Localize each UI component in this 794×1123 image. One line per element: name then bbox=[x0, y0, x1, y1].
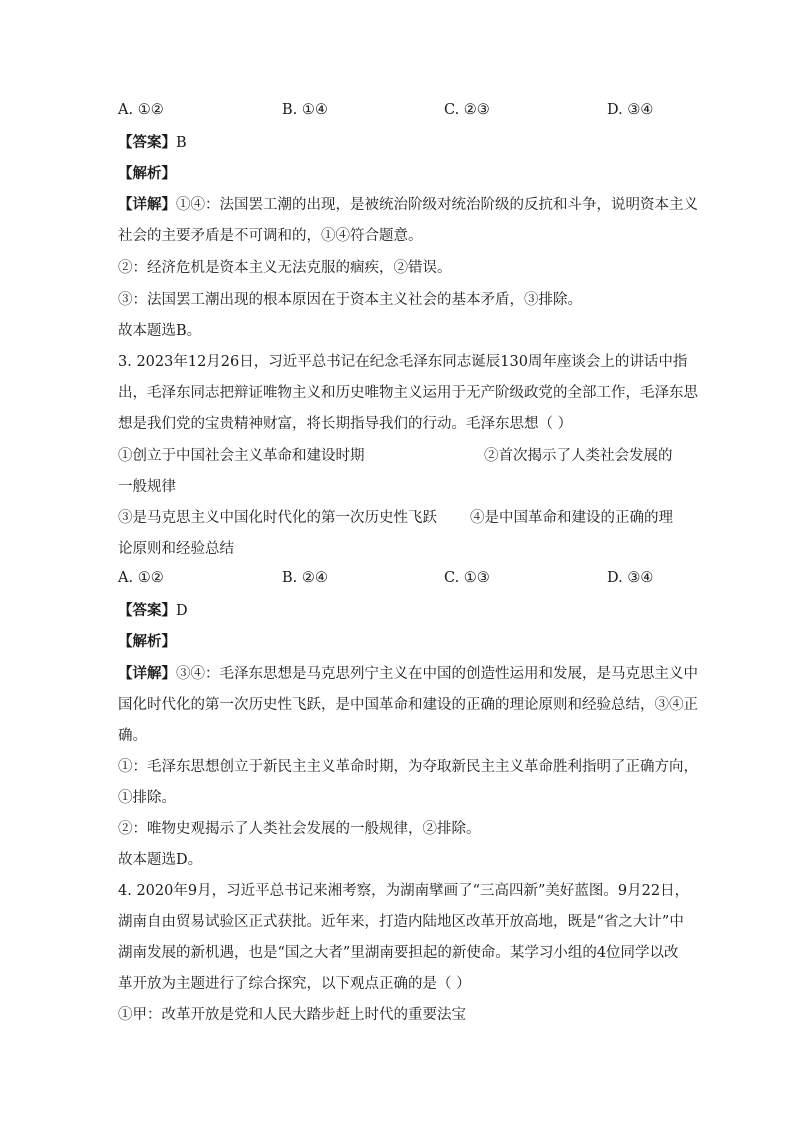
q3-option-c: C. ①③ bbox=[444, 570, 490, 586]
q3-option-a: A. ①② bbox=[118, 570, 164, 586]
analysis-tag: 【解析】 bbox=[118, 633, 176, 650]
q3-conclusion: 故本题选D。 bbox=[118, 852, 203, 868]
q4-stem-line-4: 革开放为主题进行了综合探究，以下观点正确的是（ ） bbox=[118, 976, 471, 992]
detail-tag: 【详解】 bbox=[118, 196, 176, 213]
q2-analysis-heading bbox=[118, 164, 678, 184]
q3-detail-line-6: ②：唯物史观揭示了人类社会发展的一般规律，②排除。 bbox=[118, 821, 481, 837]
analysis-tag: 【解析】 bbox=[118, 165, 176, 182]
q4-stem-line-2: 湖南自由贸易试验区正式获批。近年来，打造内陆地区改革开放高地，既是“省之大计”中 bbox=[118, 914, 684, 930]
answer-tag: 【答案】 bbox=[118, 134, 176, 151]
detail-tag: 【详解】 bbox=[118, 665, 176, 682]
answer-tag: 【答案】 bbox=[118, 602, 176, 619]
q2-option-d: D. ③④ bbox=[607, 102, 654, 118]
answer-value: D bbox=[176, 603, 188, 619]
q3-stem-line-2: 出，毛泽东同志把辩证唯物主义和历史唯物主义运用于无产阶级政党的全部工作，毛泽东思 bbox=[118, 385, 698, 401]
q2-option-b: B. ①④ bbox=[282, 102, 328, 118]
q3-detail-line-5: ①排除。 bbox=[118, 790, 176, 806]
q2-option-a: A. ①② bbox=[118, 102, 164, 118]
q3-options bbox=[118, 570, 678, 590]
q2-detail-line-1 bbox=[118, 195, 698, 215]
q2-conclusion: 故本题选B。 bbox=[118, 323, 202, 339]
q2-options bbox=[118, 102, 678, 122]
q3-stem-line-1: 3. 2023年12月26日，习近平总书记在纪念毛泽东同志诞辰130周年座谈会上的讲话中指 bbox=[118, 354, 688, 370]
q4-stem-line-1: 4. 2020年9月，习近平总书记来湘考察，为湖南擘画了“三高四新”美好蓝图。9月22日， bbox=[118, 883, 690, 899]
q2-option-c: C. ②③ bbox=[444, 102, 490, 118]
q3-detail-line-2: 国化时代化的第一次历史性飞跃，是中国革命和建设的正确的理论原则和经验总结，③④正 bbox=[118, 697, 698, 713]
q3-item-4: ④是中国革命和建设的正确的理 bbox=[470, 510, 673, 526]
q3-item-2: ②首次揭示了人类社会发展的 bbox=[484, 448, 673, 464]
q2-detail-line-3: ②：经济危机是资本主义无法克服的痼疾，②错误。 bbox=[118, 260, 452, 276]
q3-item-2-cont: 一般规律 bbox=[118, 479, 176, 495]
q3-answer bbox=[118, 601, 678, 621]
q2-answer bbox=[118, 133, 678, 153]
q3-option-b: B. ②④ bbox=[282, 570, 328, 586]
q3-detail-line-1 bbox=[118, 664, 698, 684]
q2-detail-line-2: 社会的主要矛盾是不可调和的，①④符合题意。 bbox=[118, 228, 423, 244]
q4-stem-line-3: 湖南发展的新机遇，也是“国之大者”里湖南要担起的新使命。某学习小组的4位同学以改 bbox=[118, 945, 679, 961]
q3-item-3: ③是马克思主义中国化时代化的第一次历史性飞跃 bbox=[118, 510, 437, 526]
q3-stem-line-3: 想是我们党的宝贵精神财富，将长期指导我们的行动。毛泽东思想（ ） bbox=[118, 416, 573, 432]
q3-analysis-heading bbox=[118, 632, 678, 652]
q3-detail-line-4: ①：毛泽东思想创立于新民主主义革命时期，为夺取新民主主义革命胜利指明了正确方向， bbox=[118, 759, 698, 775]
detail-text: ③④：毛泽东思想是马克思列宁主义在中国的创造性运用和发展，是马克思主义中 bbox=[176, 666, 698, 682]
detail-text: ①④：法国罢工潮的出现，是被统治阶级对统治阶级的反抗和斗争，说明资本主义 bbox=[176, 197, 698, 213]
q4-item-1: ①甲：改革开放是党和人民大踏步赶上时代的重要法宝 bbox=[118, 1007, 466, 1023]
answer-value: B bbox=[176, 135, 187, 151]
q2-detail-line-4: ③：法国罢工潮出现的根本原因在于资本主义社会的基本矛盾，③排除。 bbox=[118, 292, 582, 308]
q3-option-d: D. ③④ bbox=[607, 570, 654, 586]
q3-detail-line-3: 确。 bbox=[118, 728, 147, 744]
q3-item-1: ①创立于中国社会主义革命和建设时期 bbox=[118, 448, 365, 464]
q3-item-4-cont: 论原则和经验总结 bbox=[118, 541, 234, 557]
